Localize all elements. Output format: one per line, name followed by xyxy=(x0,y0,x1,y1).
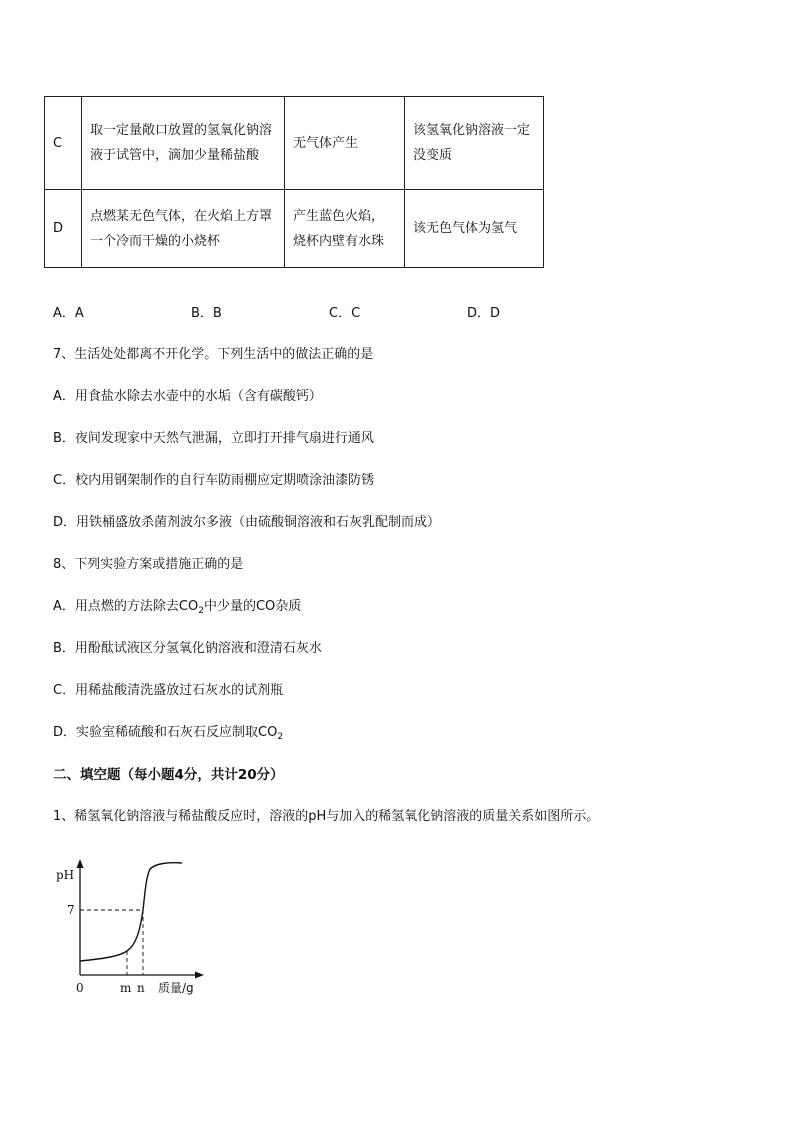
table-cell-option: C xyxy=(45,97,82,190)
subscript: 2 xyxy=(277,732,284,742)
q8-option-d-text: D．实验室稀硫酸和石灰石反应制取CO xyxy=(53,725,278,740)
table-cell-phenomenon: 无气体产生 xyxy=(285,97,405,190)
q7-option-d: D．用铁桶盛放杀菌剂波尔多液（由硫酸铜溶液和石灰乳配制而成） xyxy=(53,515,441,530)
table-cell-option: D xyxy=(45,190,82,268)
experiment-table xyxy=(44,96,544,268)
q6-option-b: B．B xyxy=(191,306,222,321)
q6-option-c: C．C xyxy=(329,306,361,321)
q7-stem: 7、生活处处都离不开化学。下列生活中的做法正确的是 xyxy=(53,347,374,362)
table-cell-conclusion: 该氢氧化钠溶液一定没变质 xyxy=(405,97,544,190)
section-heading: 二、填空题（每小题4分，共计20分） xyxy=(53,767,284,783)
x-axis-arrow xyxy=(195,972,204,979)
ph-curve xyxy=(80,863,182,961)
x-mark-label-m: m xyxy=(120,981,132,995)
q7-option-a: A．用食盐水除去水壶中的水垢（含有碳酸钙） xyxy=(53,389,322,404)
q8-option-c: C．用稀盐酸清洗盛放过石灰水的试剂瓶 xyxy=(53,683,284,698)
subscript: 2 xyxy=(198,606,204,616)
table-cell-conclusion: 该无色气体为氢气 xyxy=(405,190,544,268)
fill-question-1: 1、稀氢氧化钠溶液与稀盐酸反应时，溶液的pH与加入的稀氢氧化钠溶液的质量关系如图所示。 xyxy=(53,809,600,824)
q8-option-d xyxy=(53,721,283,742)
q8-option-a xyxy=(53,595,301,616)
table-cell-phenomenon: 产生蓝色火焰，烧杯内壁有水珠 xyxy=(285,190,405,268)
origin-label: 0 xyxy=(76,981,84,995)
table-cell-operation: 取一定量敞口放置的氢氧化钠溶液于试管中，滴加少量稀盐酸 xyxy=(82,97,285,190)
q6-option-d: D．D xyxy=(467,306,501,321)
y-mark-label: 7 xyxy=(67,903,75,917)
x-axis-label: 质量/g xyxy=(158,981,194,995)
q7-option-c: C．校内用钢架制作的自行车防雨棚应定期喷涂油漆防锈 xyxy=(53,473,375,488)
table-row xyxy=(45,97,544,190)
y-axis-label: pH xyxy=(56,868,75,882)
q8-option-a-text-end: 中少量的CO杂质 xyxy=(203,599,302,614)
q8-option-b: B．用酚酞试液区分氢氧化钠溶液和澄清石灰水 xyxy=(53,641,322,656)
table-cell-operation: 点燃某无色气体，在火焰上方罩一个冷而干燥的小烧杯 xyxy=(82,190,285,268)
q8-option-a-text: A．用点燃的方法除去CO xyxy=(53,599,199,614)
table-row xyxy=(45,190,544,268)
q7-option-b: B．夜间发现家中天然气泄漏，立即打开排气扇进行通风 xyxy=(53,431,374,446)
q8-stem: 8、下列实验方案或措施正确的是 xyxy=(53,557,244,572)
ph-curve-chart xyxy=(50,855,220,1005)
x-mark-label-n: n xyxy=(137,981,145,995)
q6-option-a: A．A xyxy=(53,306,84,321)
y-axis-arrow xyxy=(77,859,84,868)
